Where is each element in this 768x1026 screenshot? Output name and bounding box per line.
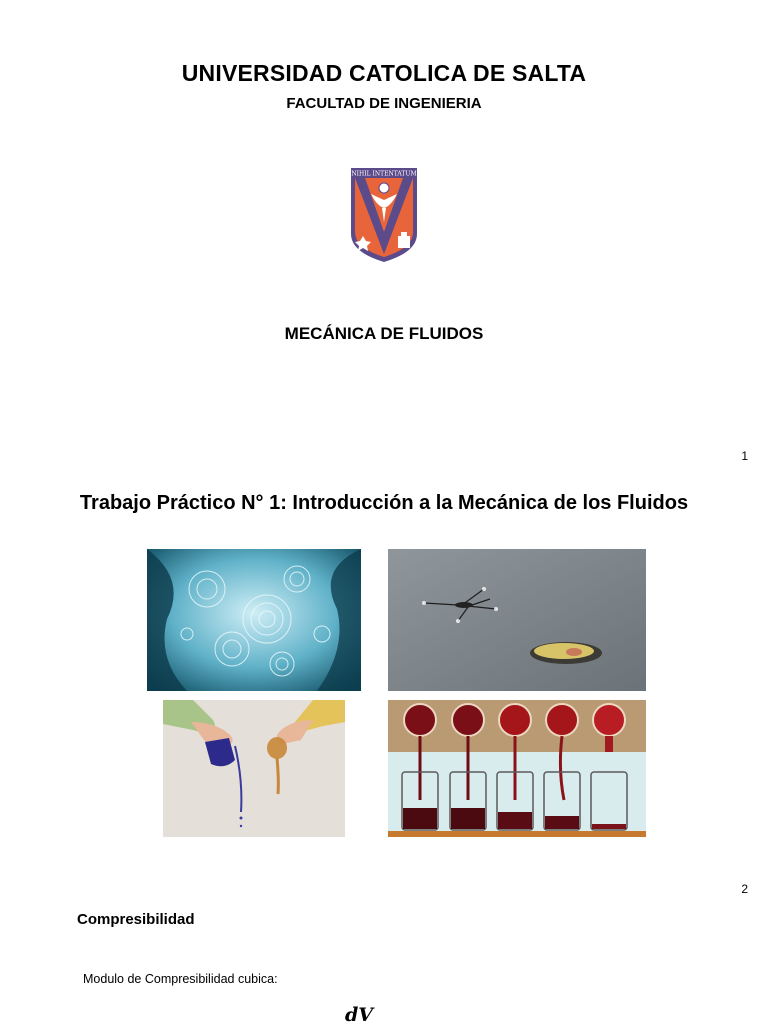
faculty-subtitle: FACULTAD DE INGENIERIA [286, 95, 482, 112]
pouring-liquids-photo [163, 700, 345, 837]
svg-text:NIHIL INTENTATUM: NIHIL INTENTATUM [351, 170, 417, 178]
bulk-modulus-label: Modulo de Compresibilidad cubica: [83, 972, 278, 986]
formula-fragment: dV [345, 1004, 374, 1026]
viscosity-comparison-photo [388, 700, 646, 837]
water-strider-photo [388, 549, 646, 691]
raindrops-on-water-photo [147, 549, 361, 691]
course-title: MECÁNICA DE FLUIDOS [284, 324, 484, 343]
section-heading: Compresibilidad [77, 911, 195, 928]
university-crest-logo [349, 166, 419, 264]
page-number: 1 [741, 449, 748, 463]
page-number: 2 [741, 882, 748, 896]
practical-work-title: Trabajo Práctico N° 1: Introducción a la Mecánica de los Fluidos [79, 492, 689, 514]
university-title: UNIVERSIDAD CATOLICA DE SALTA [181, 60, 587, 86]
